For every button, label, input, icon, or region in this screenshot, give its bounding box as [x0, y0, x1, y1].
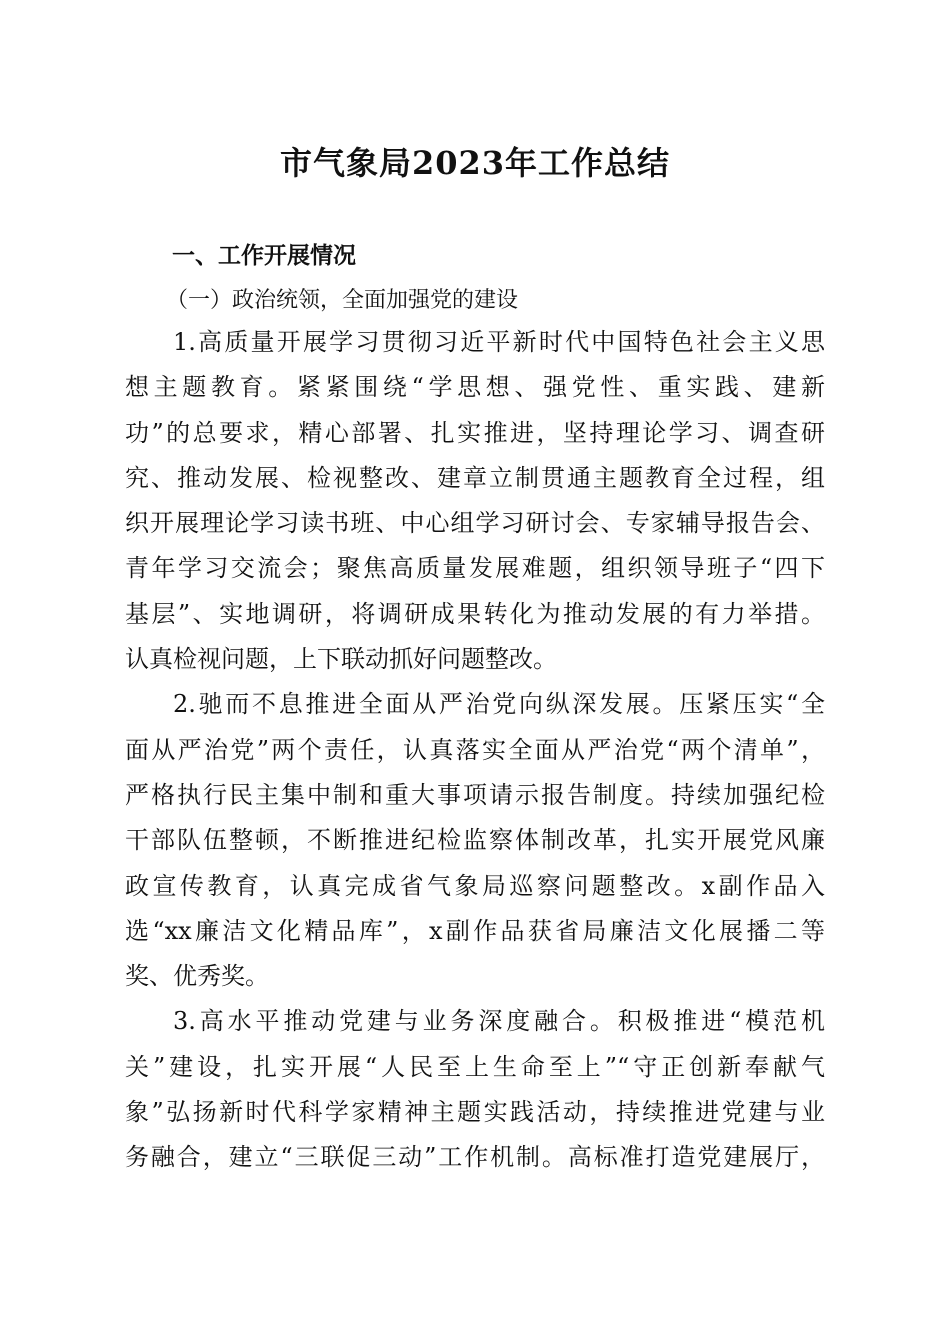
paragraph-line: 象”弘扬新时代科学家精神主题实践活动，持续推进党建与业	[125, 1098, 825, 1127]
paragraph-line: 想主题教育。紧紧围绕“学思想、强党性、重实践、建新	[125, 373, 825, 402]
subsection-heading: （一）政治统领，全面加强党的建设	[166, 288, 519, 313]
paragraph-line: 关”建设，扎实开展“人民至上生命至上”“守正创新奉献气	[125, 1052, 825, 1081]
paragraph	[125, 682, 825, 999]
paragraph-line: 织开展理论学习读书班、中心组学习研讨会、专家辅导报告会、	[125, 509, 825, 538]
paragraph-line: 2.驰而不息推进全面从严治党向纵深发展。压紧压实“全	[173, 690, 825, 719]
paragraph-line: 认真检视问题，上下联动抓好问题整改。	[125, 645, 557, 674]
paragraph-line: 基层”、实地调研，将调研成果转化为推动发展的有力举措。	[125, 599, 825, 628]
paragraph	[125, 999, 825, 1180]
paragraph-line: 青年学习交流会；聚焦高质量发展难题，组织领导班子“四下	[125, 554, 825, 583]
paragraph	[125, 320, 825, 682]
paragraph-line: 务融合，建立“三联促三动”工作机制。高标准打造党建展厅，	[125, 1143, 825, 1172]
paragraph-line: 严格执行民主集中制和重大事项请示报告制度。持续加强纪检	[125, 780, 825, 809]
paragraph-line: 1.高质量开展学习贯彻习近平新时代中国特色社会主义思	[173, 328, 825, 356]
paragraph-line: 奖、优秀奖。	[125, 962, 269, 991]
paragraph-line: 3.高水平推动党建与业务深度融合。积极推进“模范机	[173, 1007, 825, 1036]
paragraph-line: 究、推动发展、检视整改、建章立制贯通主题教育全过程，组	[125, 463, 825, 492]
paragraph-line: 干部队伍整顿，不断推进纪检监察体制改革，扎实开展党风廉	[125, 826, 825, 855]
document-title: 市气象局2023年工作总结	[279, 144, 671, 182]
paragraph-line: 选“xx廉洁文化精品库”，x副作品获省局廉洁文化展播二等	[125, 916, 825, 945]
paragraph-line: 政宣传教育，认真完成省气象局巡察问题整改。x副作品入	[125, 871, 825, 900]
paragraph-line: 功”的总要求，精心部署、扎实推进，坚持理论学习、调查研	[125, 418, 825, 447]
paragraph-line: 面从严治党”两个责任，认真落实全面从严治党“两个清单”，	[125, 735, 825, 764]
section-heading: 一、工作开展情况	[172, 243, 356, 269]
document-body	[125, 320, 825, 1181]
